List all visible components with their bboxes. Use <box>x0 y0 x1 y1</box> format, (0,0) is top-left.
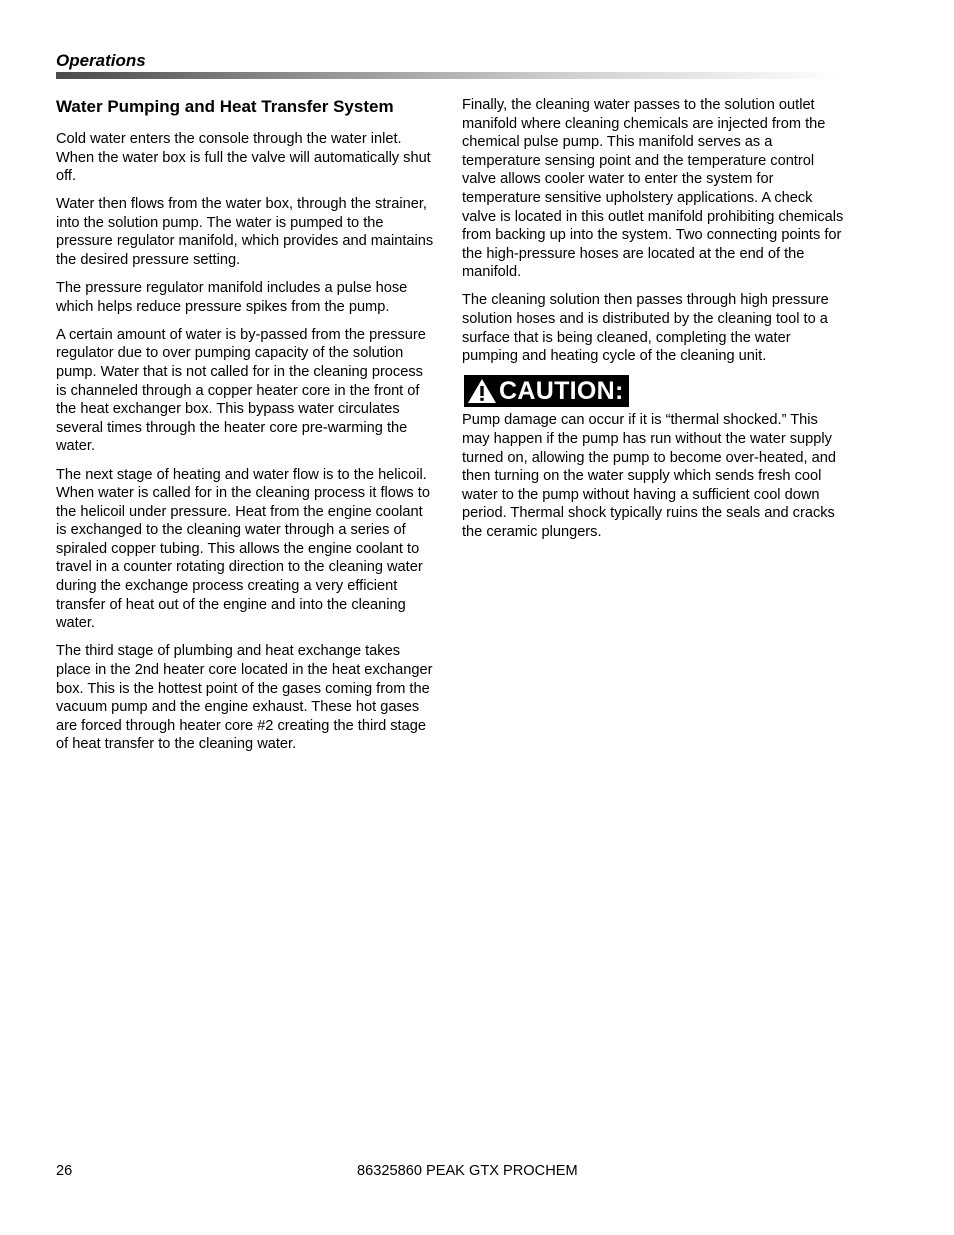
paragraph-helicoil: The next stage of heating and water flow is to the helicoil. When water is called for in the cleaning process it flows to the helicoil under pressure. Heat from the engine coolant is exchanged to the cleaning water through a series of spiraled copper tubing. This allows the engine coolant to travel in a counter rotating direction to the cleaning water during the exchange process creating a very efficient transfer of heat out of the engine and into the cleaning water. <box>56 466 430 632</box>
caution-badge <box>464 375 629 407</box>
caution-block <box>464 375 846 407</box>
paragraph-bypass: A certain amount of water is by-passed from the pressure regulator due to over pumping capacity of the solution pump. Water that is not called for in the cleaning process is channeled through a copper heater core in the front of the heat exchanger box. This bypass water circulates several times through the heater core pre-warming the water. <box>56 326 426 455</box>
left-column <box>56 96 436 763</box>
caution-label: CAUTION: <box>499 377 624 406</box>
paragraph-solution-hoses: The cleaning solution then passes through high pressure solution hoses and is distributed by the cleaning tool to a surface that is being cleaned, completing the water pumping and heating cycle of the cleaning unit. <box>462 292 829 365</box>
paragraph-third-stage: The third stage of plumbing and heat exchange takes place in the 2nd heater core located in the heat exchanger box. This is the hottest point of the gases coming from the vacuum pump and the engine exhaust. These hot gases are forced through heater core #2 creating the third stage of heat transfer to the cleaning water. <box>56 643 433 753</box>
paragraph-water-inlet: Cold water enters the console through the water inlet. When the water box is full the valve will automatically shut off. <box>56 131 431 185</box>
section-heading: Water Pumping and Heat Transfer System <box>56 97 394 116</box>
paragraph-outlet-manifold: Finally, the cleaning water passes to the solution outlet manifold where cleaning chemicals are injected from the chemical pulse pump. This manifold serves as a temperature sensing point and the temperature control valve allows cooler water to enter the system for temperature sensitive upholstery applications. A check valve is located in this outlet manifold prohibiting chemicals from backing up into the system. Two connecting points for the high-pressure hoses are located at the end of the manifold. <box>462 97 844 281</box>
page-number: 26 <box>56 1163 73 1179</box>
paragraph-water-flow: Water then flows from the water box, through the strainer, into the solution pump. The water is pumped to the pressure regulator manifold, which provides and maintains the desired pressure setting. <box>56 196 434 269</box>
right-column <box>462 96 846 551</box>
caution-text: Pump damage can occur if it is “thermal shocked.” This may happen if the pump has run without the water supply turned on, allowing the pump to become over-heated, and then turning on the water supply which sends fresh cool water to the pump without having a sufficient cool down period. Thermal shock typically ruins the seals and cracks the ceramic plungers. <box>462 412 837 540</box>
document-id: 86325860 PEAK GTX PROCHEM <box>357 1163 578 1179</box>
section-title: Operations <box>56 51 146 70</box>
header-rule <box>56 72 842 79</box>
paragraph-pulse-hose: The pressure regulator manifold includes a pulse hose which helps reduce pressure spikes from the pump. <box>56 280 408 315</box>
warning-triangle-icon <box>467 378 497 404</box>
